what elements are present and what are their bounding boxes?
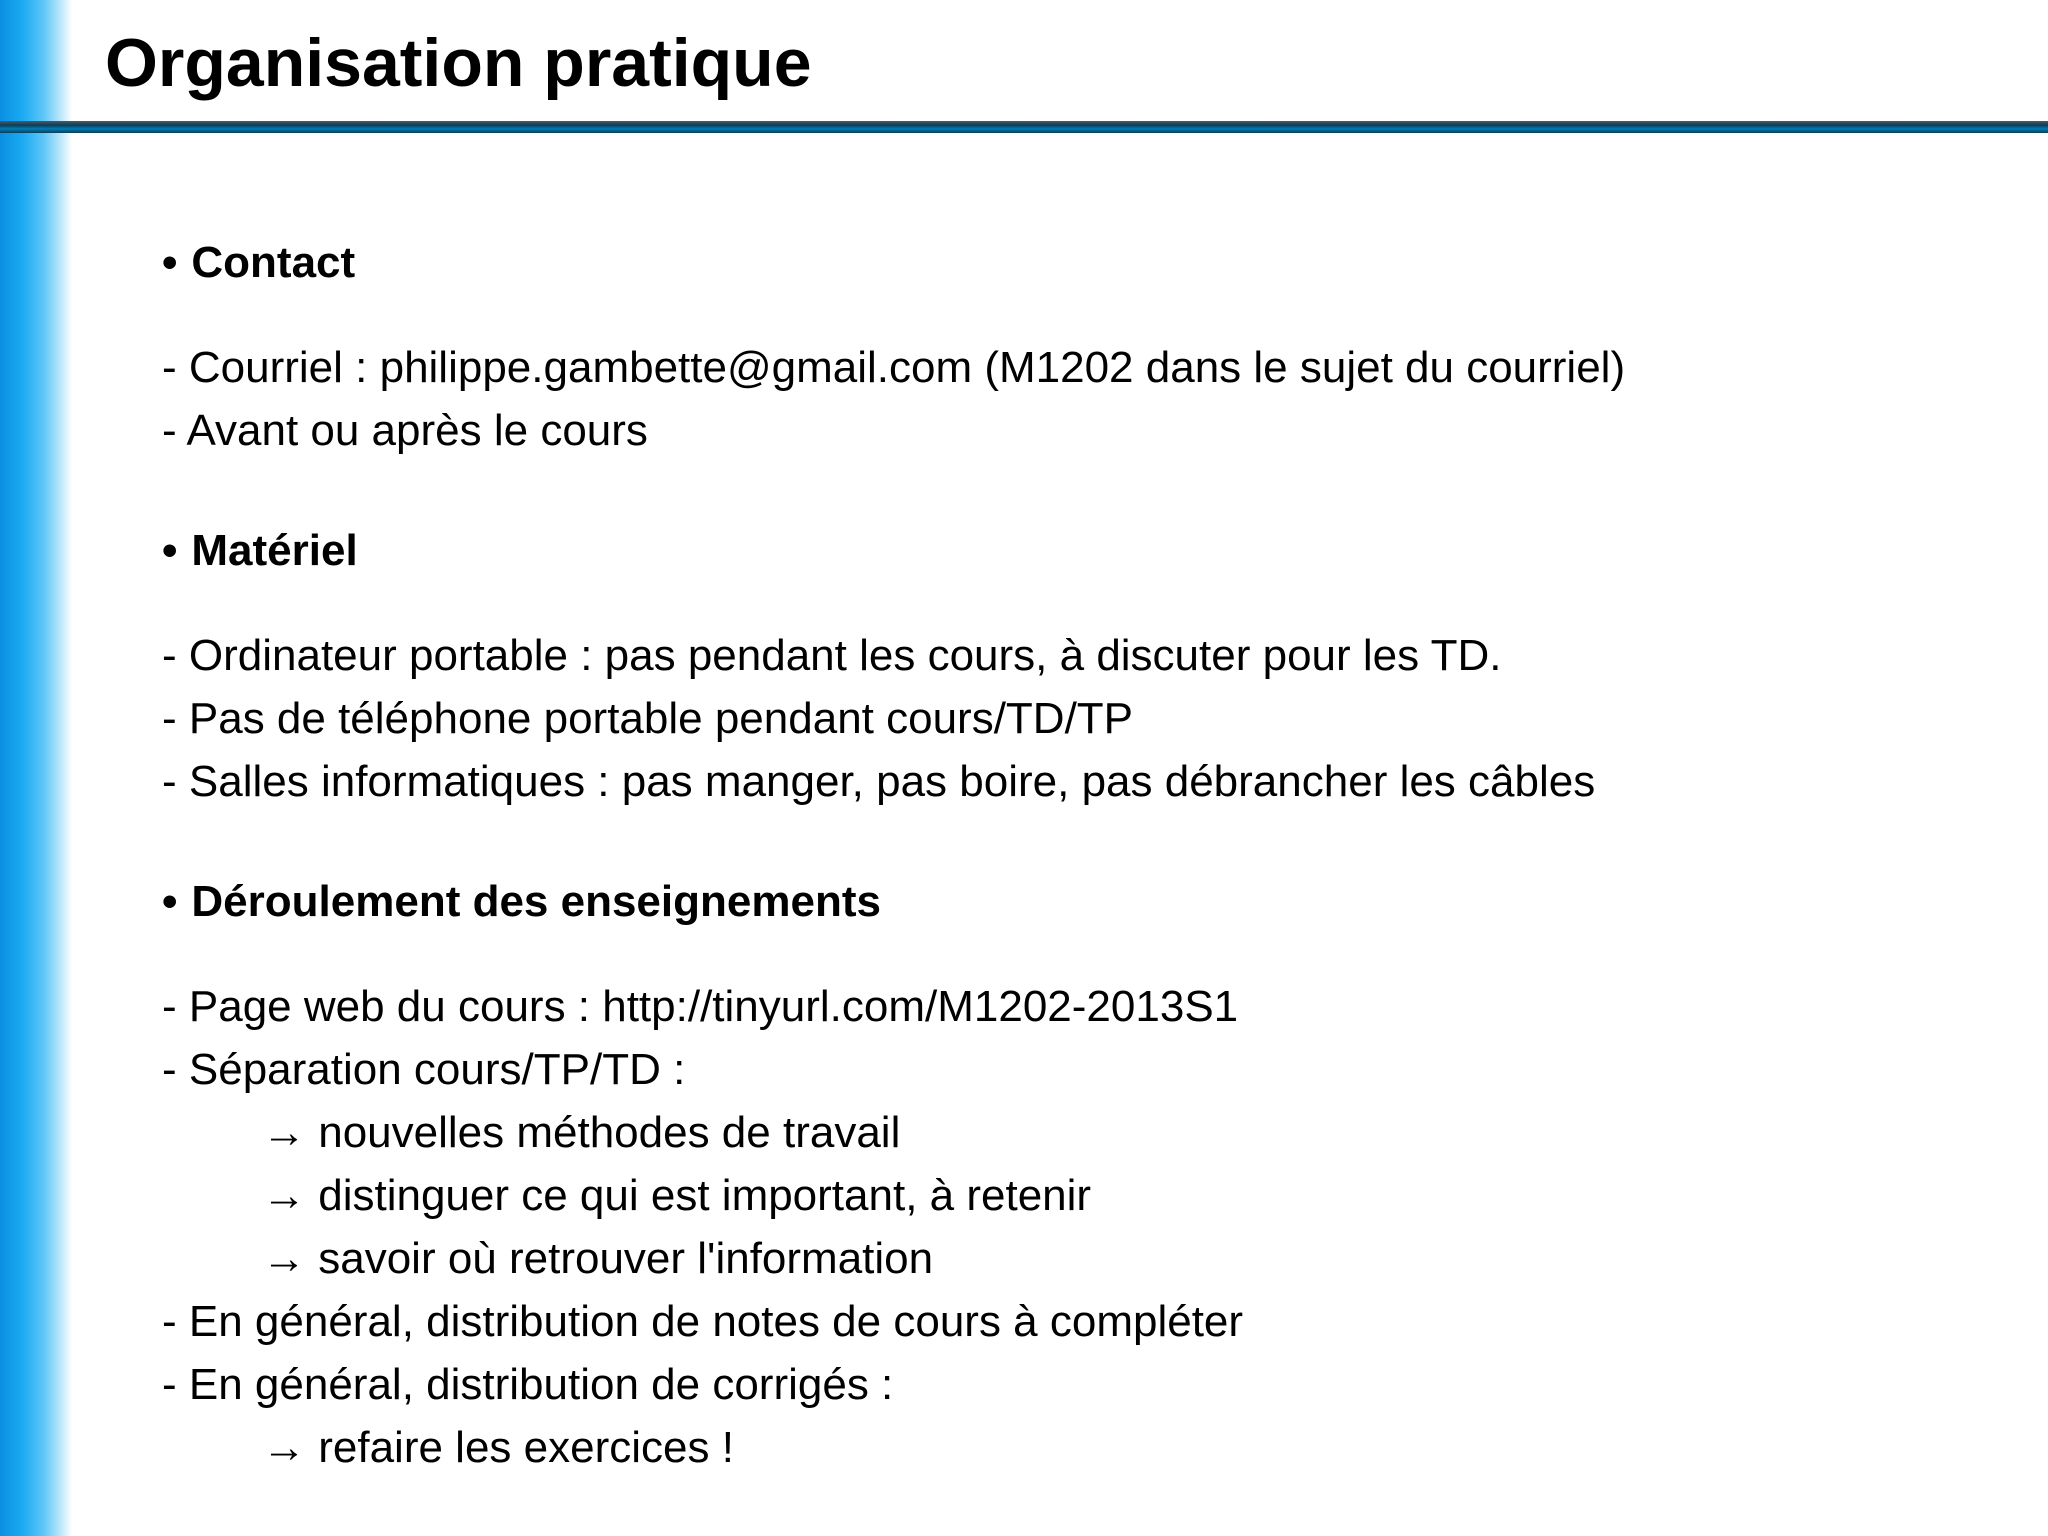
deroulement-separation-line: - Séparation cours/TP/TD : — [162, 1045, 686, 1094]
section-heading-deroulement — [162, 871, 2002, 933]
slide-content — [162, 232, 2002, 1479]
materiel-laptop-line: - Ordinateur portable : pas pendant les cours, à discuter pour les TD. — [162, 631, 1502, 680]
deroulement-arrow-item: → refaire les exercices ! — [262, 1423, 734, 1472]
bullet-icon: • — [162, 877, 178, 926]
side-gradient-bar — [0, 0, 72, 1536]
section-heading-label: Déroulement des enseignements — [191, 877, 881, 926]
page-title: Organisation pratique — [105, 25, 812, 101]
materiel-phone-line: - Pas de téléphone portable pendant cours/TD/TP — [162, 694, 1134, 743]
section-heading-materiel — [162, 520, 2002, 582]
contact-email-line: - Courriel : philippe.gambette@gmail.com (M1202 dans le sujet du courriel) — [162, 343, 1626, 392]
deroulement-webpage-line: - Page web du cours : http://tinyurl.com/M1202-2013S1 — [162, 982, 1239, 1031]
contact-timing-line: - Avant ou après le cours — [162, 406, 648, 455]
title-divider — [0, 121, 2048, 133]
section-heading-label: Matériel — [191, 526, 358, 575]
deroulement-arrow-item: → savoir où retrouver l'information — [262, 1234, 934, 1283]
deroulement-arrow-item: → distinguer ce qui est important, à retenir — [262, 1171, 1092, 1220]
deroulement-arrow-item: → nouvelles méthodes de travail — [262, 1108, 901, 1157]
deroulement-corrections-line: - En général, distribution de corrigés : — [162, 1360, 894, 1409]
bullet-icon: • — [162, 238, 178, 287]
materiel-computer-rooms-line: - Salles informatiques : pas manger, pas boire, pas débrancher les câbles — [162, 757, 1596, 806]
section-heading-label: Contact — [191, 238, 356, 287]
bullet-icon: • — [162, 526, 178, 575]
section-heading-contact — [162, 232, 2002, 294]
deroulement-notes-line: - En général, distribution de notes de cours à compléter — [162, 1297, 1244, 1346]
